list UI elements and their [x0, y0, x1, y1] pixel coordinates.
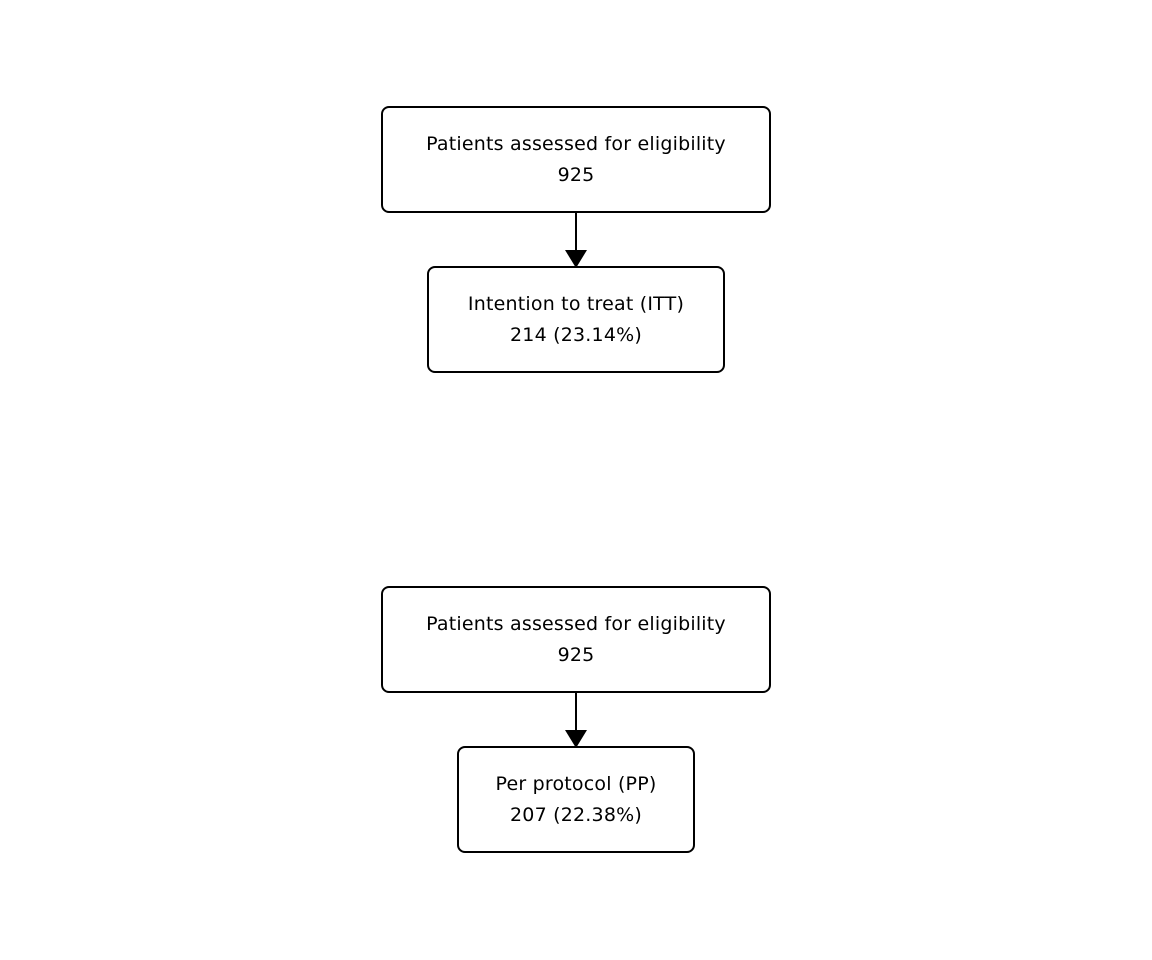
itt-label: Intention to treat (ITT)	[467, 292, 685, 315]
pp-count: 207 (22.38%)	[510, 803, 642, 826]
pp-label: Per protocol (PP)	[495, 772, 657, 795]
pp-box	[457, 746, 695, 853]
eligibility-count: 925	[557, 643, 595, 666]
itt-count: 214 (23.14%)	[510, 323, 642, 346]
eligibility-count: 925	[557, 163, 595, 186]
eligibility-label: Patients assessed for eligibility	[426, 612, 726, 635]
eligibility-label: Patients assessed for eligibility	[426, 132, 726, 155]
